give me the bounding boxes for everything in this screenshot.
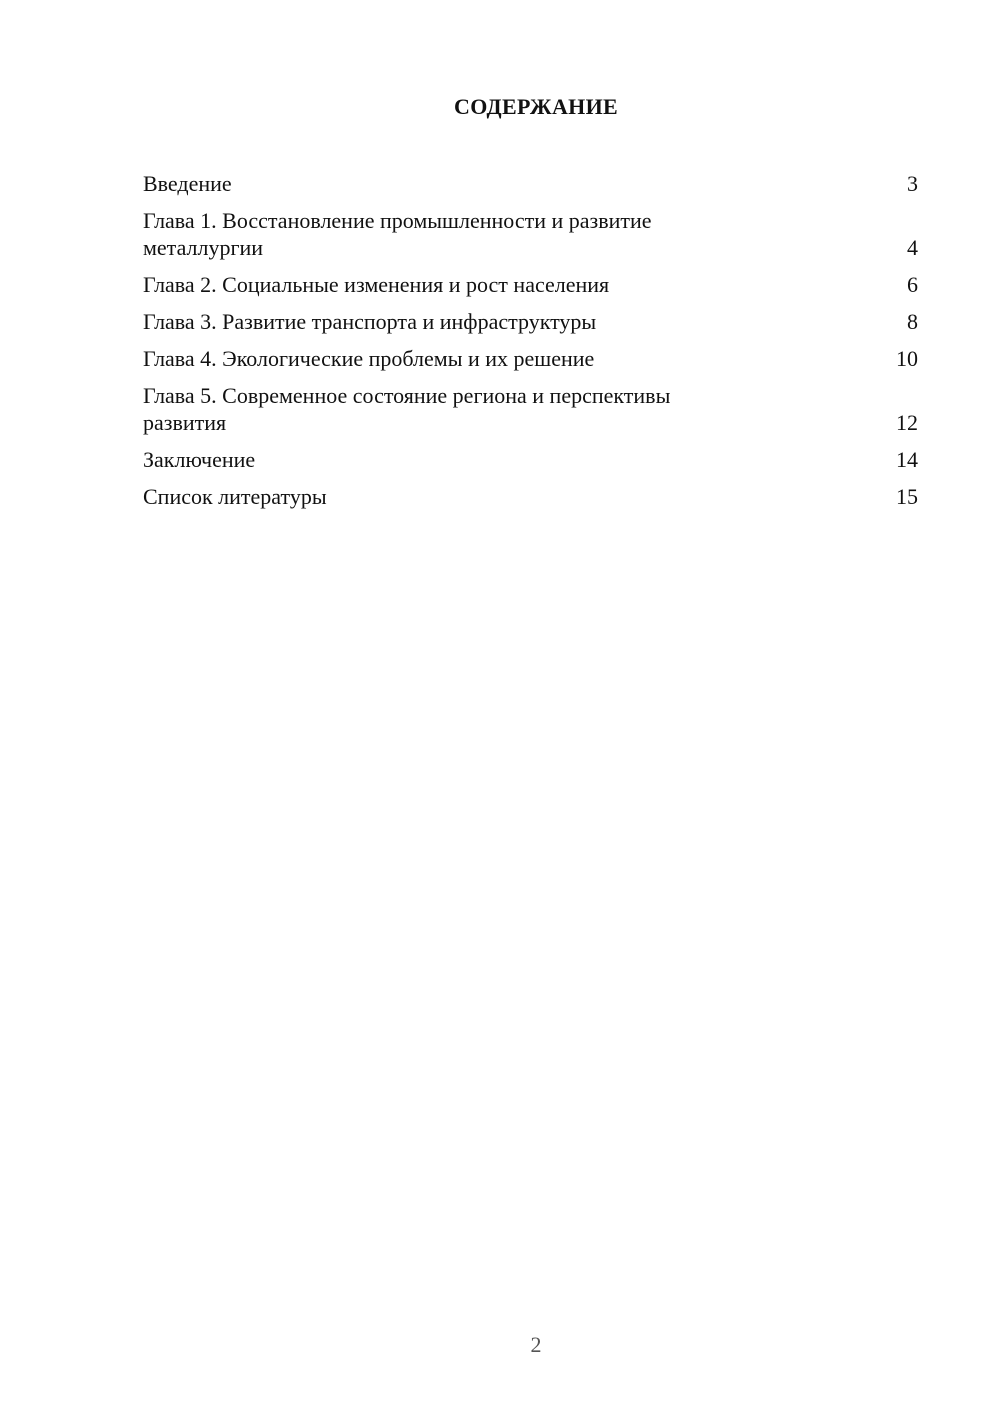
toc-entry-references: [143, 483, 918, 510]
page-number: 2: [530, 1332, 542, 1357]
toc-entry-page: 4: [907, 235, 918, 260]
toc-entry-title: Глава 4. Экологические проблемы и их решение: [143, 346, 595, 371]
toc-entry-page: 8: [907, 309, 918, 334]
toc-entry-chapter-3: [143, 308, 918, 335]
page-title: СОДЕРЖАНИЕ: [454, 94, 618, 119]
toc-entry-chapter-1: [143, 207, 918, 261]
toc-entry-page: 15: [896, 484, 918, 509]
toc-entry-chapter-4: [143, 345, 918, 372]
toc-entry-conclusion: [143, 446, 918, 473]
toc-entry-page: 14: [896, 447, 918, 472]
toc-entry-title: Глава 5. Современное состояние региона и перспективы развития: [143, 383, 671, 435]
toc-entry-title: Глава 1. Восстановление промышленности и развитие металлургии: [143, 208, 652, 260]
table-of-contents: [143, 170, 918, 520]
toc-entry-title: Глава 2. Социальные изменения и рост населения: [143, 272, 610, 297]
toc-entry-page: 3: [907, 171, 918, 196]
toc-entry-page: 10: [896, 346, 918, 371]
toc-entry-introduction: [143, 170, 918, 197]
toc-entry-title: Заключение: [143, 447, 256, 472]
toc-entry-chapter-2: [143, 271, 918, 298]
toc-entry-page: 12: [896, 410, 918, 435]
toc-entry-title: Введение: [143, 171, 232, 196]
toc-entry-title: Список литературы: [143, 484, 327, 509]
toc-entry-chapter-5: [143, 382, 918, 436]
toc-entry-title: Глава 3. Развитие транспорта и инфраструктуры: [143, 309, 597, 334]
toc-entry-page: 6: [907, 272, 918, 297]
